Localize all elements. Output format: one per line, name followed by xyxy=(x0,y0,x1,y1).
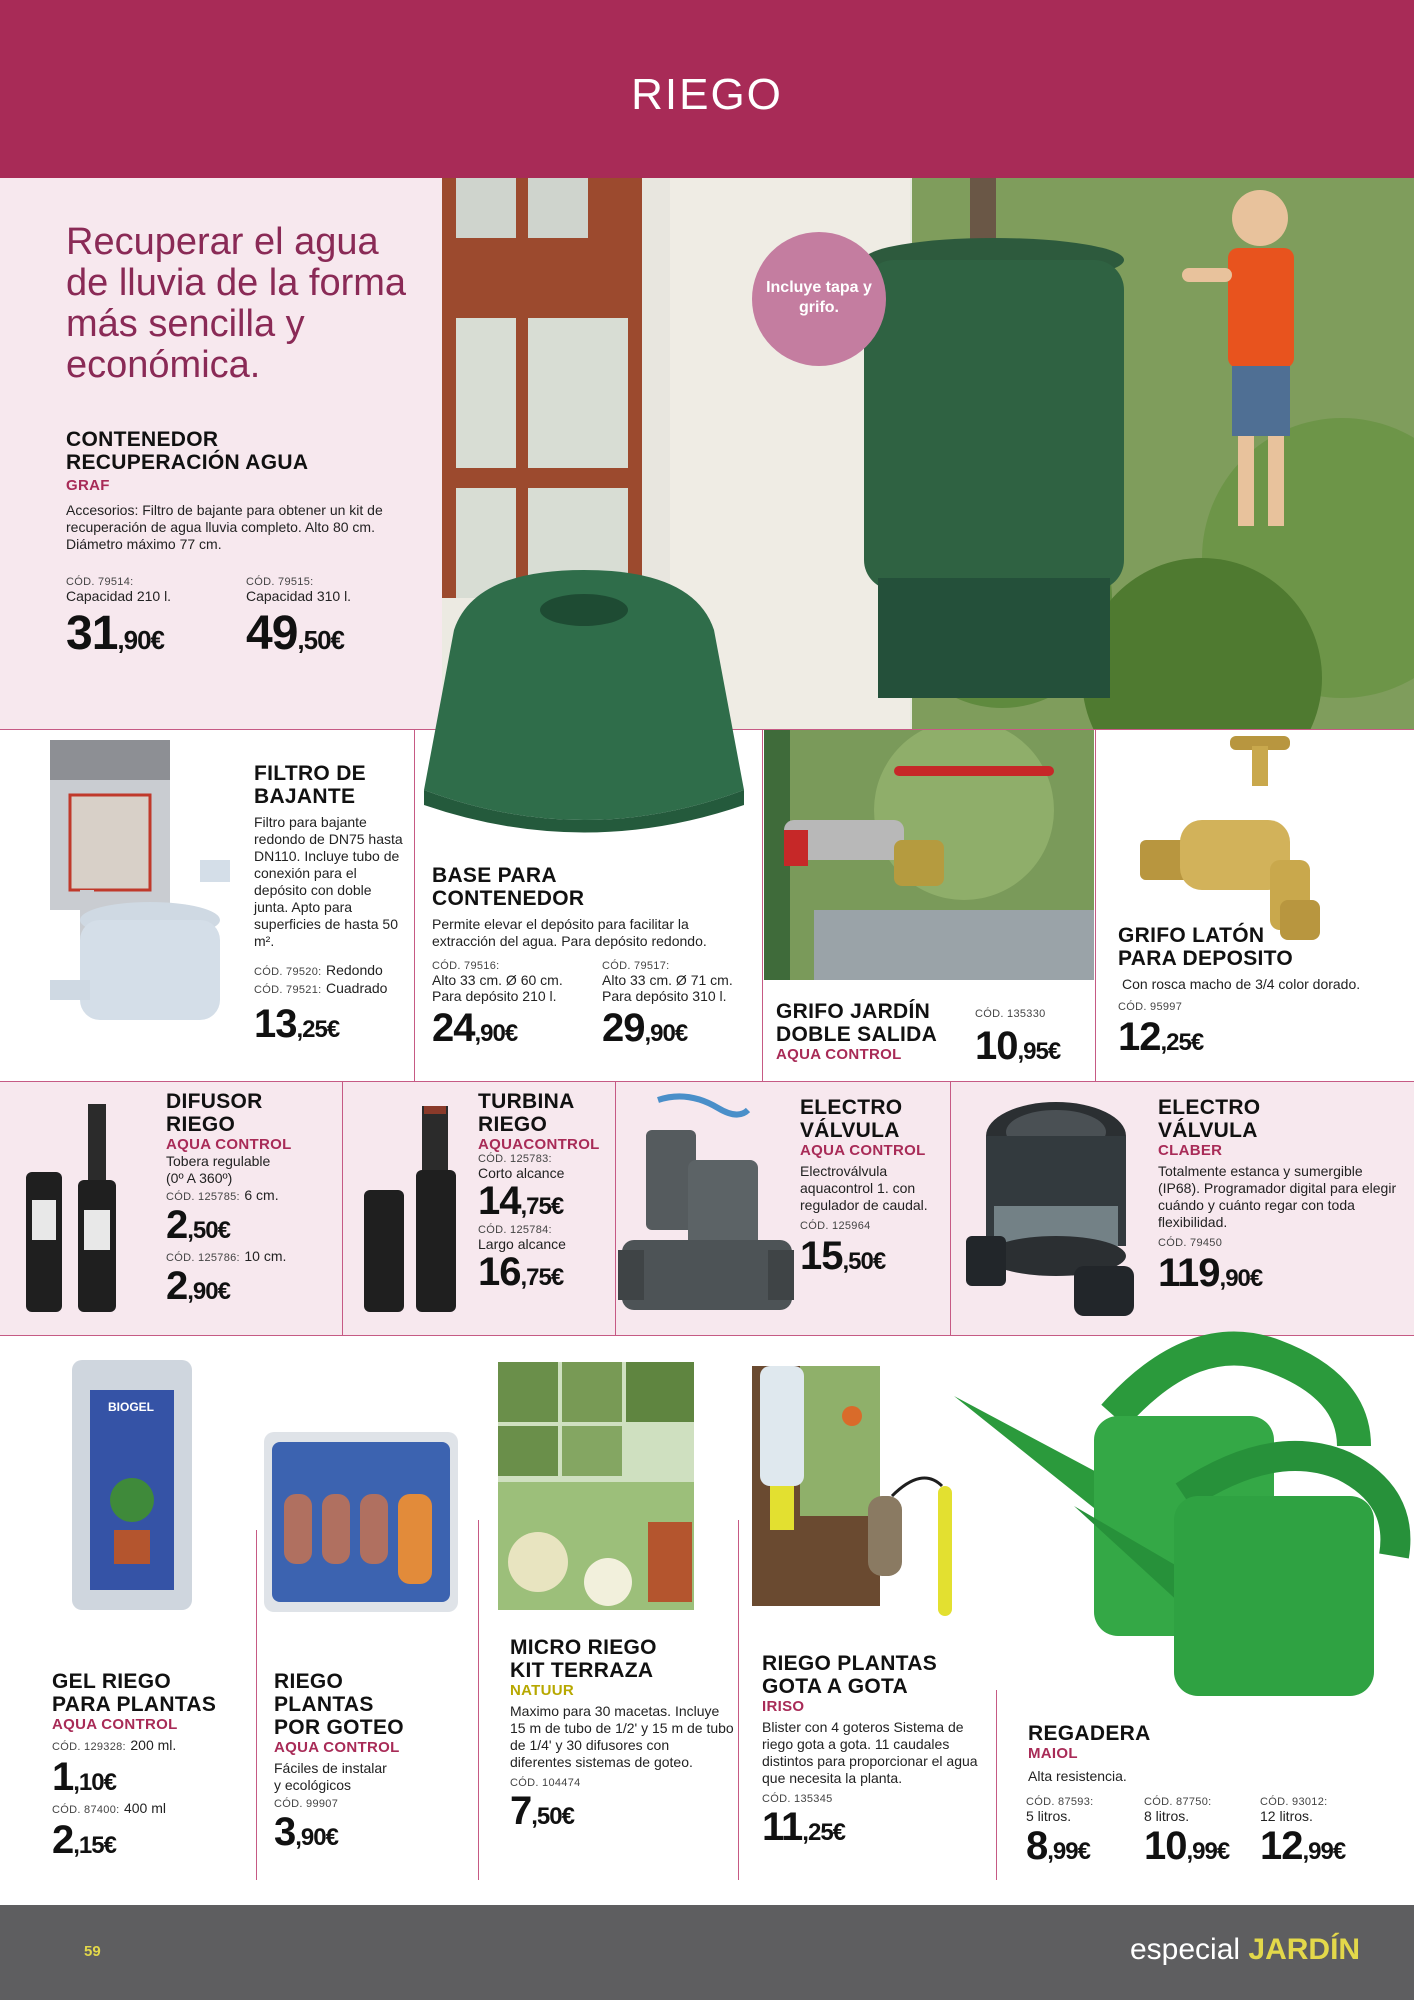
variant-label: 200 ml. xyxy=(130,1737,177,1753)
price: 3,90€ xyxy=(274,1810,338,1854)
product-title-line2: RIEGO xyxy=(166,1113,236,1136)
product-description: Permite elevar el depósito para facilitar la extracción del agua. Para depósito redondo. xyxy=(432,916,707,949)
product-brand: AQUA CONTROL xyxy=(776,1046,902,1063)
variant-79515 xyxy=(246,576,351,661)
price: 13,25€ xyxy=(254,1002,340,1046)
product-title-line2: VÁLVULA xyxy=(800,1119,900,1142)
variant-label: Cuadrado xyxy=(325,980,388,996)
variant-label: Corto alcance xyxy=(478,1165,565,1181)
price: 12,99€ xyxy=(1260,1824,1346,1868)
product-title-line3: POR GOTEO xyxy=(274,1716,404,1739)
price: 49,50€ xyxy=(246,607,344,660)
product-brand: AQUA CONTROL xyxy=(274,1739,400,1756)
product-brand: NATUUR xyxy=(510,1682,575,1699)
grifo-jardin-price-block xyxy=(975,1008,1060,1069)
product-code: CÓD. 87400: xyxy=(52,1804,120,1816)
page-title: RIEGO xyxy=(631,70,783,119)
product-title-line1: RIEGO xyxy=(274,1670,344,1693)
product-code: CÓD. 99907 xyxy=(274,1798,339,1810)
product-description: Fáciles de instalar xyxy=(274,1760,387,1776)
divider xyxy=(738,1520,739,1880)
divider xyxy=(1095,729,1096,1081)
product-title-line2: KIT TERRAZA xyxy=(510,1659,654,1682)
variant-label: Redondo xyxy=(325,962,383,978)
price: 1,10€ xyxy=(52,1755,116,1799)
product-title-line2: PARA PLANTAS xyxy=(52,1693,217,1716)
product-electrovalvula-aquacontrol xyxy=(800,1096,950,1279)
grifo-laton-image xyxy=(1130,730,1370,950)
plant-icon xyxy=(100,1470,164,1570)
product-title-line1: BASE PARA xyxy=(432,864,557,887)
product-brand: AQUA CONTROL xyxy=(166,1136,292,1153)
product-code: CÓD. 129328: xyxy=(52,1741,126,1753)
divider xyxy=(615,1081,616,1335)
variant-label: Capacidad 310 l. xyxy=(246,588,352,604)
electrovalvula-claber-image xyxy=(964,1096,1144,1326)
page-footer xyxy=(0,1905,1414,2000)
electrovalvula-aquacontrol-image xyxy=(618,1090,798,1330)
product-contenedor xyxy=(66,428,426,553)
grifo-jardin-image xyxy=(764,730,1094,980)
product-code: CÓD. 93012: xyxy=(1260,1796,1328,1808)
product-code: CÓD. 79520: xyxy=(254,966,322,978)
product-title-line2: CONTENEDOR xyxy=(432,887,585,910)
variant-79521 xyxy=(254,980,404,998)
price: 15,50€ xyxy=(800,1234,886,1278)
price: 10,99€ xyxy=(1144,1824,1230,1868)
variant-79517 xyxy=(602,960,733,1051)
product-code: CÓD. 135330 xyxy=(975,1008,1046,1020)
product-code: CÓD. 79516: xyxy=(432,960,500,972)
variant-79516 xyxy=(432,960,563,1051)
product-code: CÓD. 79515: xyxy=(246,576,314,588)
product-description: Blister con 4 goteros Sistema de riego gota a gota. 11 caudales distintos para proporcionar el agua que necesita la planta. xyxy=(762,1719,978,1786)
turbina-image xyxy=(360,1100,470,1320)
filtro-product-image xyxy=(50,740,240,1050)
variant-93012 xyxy=(1260,1796,1345,1869)
variant-label: 8 litros. xyxy=(1144,1808,1190,1824)
product-title-line1: GRIFO JARDÍN xyxy=(776,1000,931,1023)
divider xyxy=(256,1530,257,1880)
price: 14,75€ xyxy=(478,1179,564,1223)
difusor-image xyxy=(20,1100,130,1320)
variant-79514 xyxy=(66,576,171,661)
product-title-line2: DOBLE SALIDA xyxy=(776,1023,938,1046)
product-title-line2: GOTA A GOTA xyxy=(762,1675,909,1698)
product-title-line1: DIFUSOR xyxy=(166,1090,263,1113)
price: 119,90€ xyxy=(1158,1251,1263,1295)
product-brand: AQUA CONTROL xyxy=(800,1142,926,1159)
hero-slogan: Recuperar el agua de lluvia de la forma más sencilla y económica. xyxy=(66,221,407,386)
product-title-line1: RIEGO PLANTAS xyxy=(762,1652,938,1675)
product-code: CÓD. 79517: xyxy=(602,960,670,972)
product-title-line1: TURBINA xyxy=(478,1090,575,1113)
footer-brand: especial JARDÍN xyxy=(1130,1933,1361,1966)
price: 2,50€ xyxy=(166,1203,230,1247)
product-code: CÓD. 135345 xyxy=(762,1793,833,1805)
price: 2,15€ xyxy=(52,1818,116,1862)
variant-label: 5 litros. xyxy=(1026,1808,1072,1824)
product-code: CÓD. 87750: xyxy=(1144,1796,1212,1808)
product-description: Accesorios: Filtro de bajante para obtener un kit de recuperación de agua lluvia completo. Alto 80 cm. Diámetro máximo 77 cm. xyxy=(66,502,383,552)
product-title-line1: ELECTRO xyxy=(1158,1096,1261,1119)
variant-label: 12 litros. xyxy=(1260,1808,1313,1824)
product-code: CÓD. 125786: xyxy=(166,1252,240,1264)
product-description: Electroválvula aquacontrol 1. con regulador de caudal. xyxy=(800,1163,928,1213)
product-brand: IRISO xyxy=(762,1698,805,1715)
pack-label: BIOGEL xyxy=(107,1400,154,1414)
regadera-image xyxy=(954,1326,1414,1736)
product-title-line1: GEL RIEGO xyxy=(52,1670,171,1693)
product-code: CÓD. 95997 xyxy=(1118,1001,1183,1013)
product-title-line2: RECUPERACIÓN AGUA xyxy=(66,451,309,474)
product-description: (0º A 360º) xyxy=(166,1170,233,1186)
product-title: REGADERA xyxy=(1028,1722,1151,1745)
product-regadera xyxy=(1028,1722,1408,1785)
product-code: CÓD. 125783: xyxy=(478,1153,552,1165)
variant-129328 xyxy=(52,1737,252,1755)
product-code: CÓD. 79521: xyxy=(254,984,322,996)
product-code: CÓD. 87593: xyxy=(1026,1796,1094,1808)
product-grifo-jardin xyxy=(776,1000,976,1063)
product-code: CÓD. 79514: xyxy=(66,576,134,588)
product-title-line2: RIEGO xyxy=(478,1113,548,1136)
product-brand: GRAF xyxy=(66,477,110,494)
variant-label: Para depósito 310 l. xyxy=(602,988,727,1004)
product-brand: CLABER xyxy=(1158,1142,1223,1159)
product-turbina xyxy=(478,1090,614,1295)
product-description: y ecológicos xyxy=(274,1777,352,1793)
gota-a-gota-image xyxy=(752,1366,972,1636)
product-description: Filtro para bajante redondo de DN75 hasta DN110. Incluye tubo de conexión para el depósito con doble junta. Apto para superficies de hasta 50 m². xyxy=(254,814,403,949)
goteo-product-image xyxy=(264,1432,458,1612)
product-code: CÓD. 79450 xyxy=(1158,1237,1223,1249)
product-goteo xyxy=(274,1670,474,1855)
price: 7,50€ xyxy=(510,1789,574,1833)
gel-product-image xyxy=(72,1360,192,1610)
variant-87400 xyxy=(52,1800,252,1818)
price: 16,75€ xyxy=(478,1250,564,1294)
variant-label: 6 cm. xyxy=(244,1187,279,1203)
variant-label: Para depósito 210 l. xyxy=(432,988,557,1004)
product-description: Tobera regulable xyxy=(166,1153,271,1169)
divider xyxy=(762,729,763,1081)
product-code: CÓD. 125964 xyxy=(800,1220,871,1232)
price: 2,90€ xyxy=(166,1264,230,1308)
product-title-line1: GRIFO LATÓN xyxy=(1118,924,1265,947)
base-product-image xyxy=(414,560,754,840)
variant-label: Alto 33 cm. Ø 60 cm. xyxy=(432,972,563,988)
product-title-line1: FILTRO DE xyxy=(254,762,366,785)
product-description: Totalmente estanca y sumergible (IP68). Programador digital para elegir cuándo y cuánto regar con toda flexibilidad. xyxy=(1158,1163,1397,1230)
product-code: CÓD. 125785: xyxy=(166,1191,240,1203)
price: 10,95€ xyxy=(975,1024,1061,1068)
variant-87750 xyxy=(1144,1796,1229,1869)
includes-lid-tap-badge: Incluye tapa y grifo. xyxy=(752,232,886,366)
price: 29,90€ xyxy=(602,1006,688,1050)
product-title-line1: CONTENEDOR xyxy=(66,428,219,451)
product-description: Alta resistencia. xyxy=(1028,1768,1127,1784)
price: 8,99€ xyxy=(1026,1824,1090,1868)
product-title-line2: PLANTAS xyxy=(274,1693,374,1716)
product-micro-riego xyxy=(510,1636,734,1834)
product-title-line1: MICRO RIEGO xyxy=(510,1636,657,1659)
variant-label: Largo alcance xyxy=(478,1236,566,1252)
price: 31,90€ xyxy=(66,607,164,660)
page-number: 59 xyxy=(84,1943,101,1960)
product-description: Con rosca macho de 3/4 color dorado. xyxy=(1122,976,1361,992)
product-description: Maximo para 30 macetas. Incluye 15 m de tubo de 1/2' y 15 m de tubo de 1/4' y 30 difusores con diferentes sistemas de goteo. xyxy=(510,1703,734,1770)
price: 11,25€ xyxy=(762,1805,846,1849)
product-title-line2: BAJANTE xyxy=(254,785,356,808)
divider xyxy=(478,1520,479,1880)
product-electrovalvula-claber xyxy=(1158,1096,1408,1296)
variant-87593 xyxy=(1026,1796,1094,1869)
product-base xyxy=(432,864,752,950)
product-filtro xyxy=(254,762,404,1047)
variant-label: Capacidad 210 l. xyxy=(66,588,172,604)
page-header xyxy=(0,0,1414,178)
divider xyxy=(342,1081,343,1335)
price: 24,90€ xyxy=(432,1006,518,1050)
variant-label: Alto 33 cm. Ø 71 cm. xyxy=(602,972,733,988)
price: 12,25€ xyxy=(1118,1015,1204,1059)
product-brand: AQUA CONTROL xyxy=(52,1716,178,1733)
product-brand: AQUACONTROL xyxy=(478,1136,600,1153)
divider xyxy=(0,1081,1414,1082)
product-code: CÓD. 125784: xyxy=(478,1224,552,1236)
variant-label: 10 cm. xyxy=(244,1248,287,1264)
product-brand: MAIOL xyxy=(1028,1745,1078,1762)
variant-79520 xyxy=(254,962,404,980)
product-title-line2: VÁLVULA xyxy=(1158,1119,1258,1142)
micro-riego-image xyxy=(498,1362,694,1610)
product-title-line1: ELECTRO xyxy=(800,1096,903,1119)
divider xyxy=(950,1081,951,1335)
product-difusor xyxy=(166,1090,342,1309)
variant-label: 400 ml xyxy=(123,1800,166,1816)
product-gel xyxy=(52,1670,252,1863)
product-title-line2: PARA DEPOSITO xyxy=(1118,947,1294,970)
product-code: CÓD. 104474 xyxy=(510,1777,581,1789)
product-grifo-laton xyxy=(1118,924,1408,1060)
